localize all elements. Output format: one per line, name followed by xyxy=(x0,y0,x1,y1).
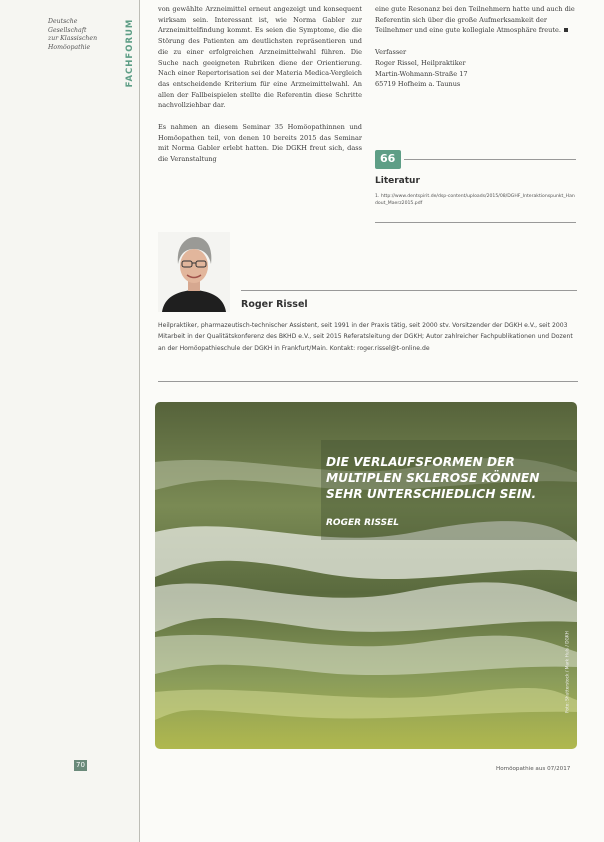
bio-divider xyxy=(158,381,578,382)
literature-item[interactable]: 1. http://www.dentspirit.de/dsp-content/uploads/2015/08/DGHF_Interaktionspunkt_Handout_Maerz2015.pdf xyxy=(375,194,575,207)
literature-bottom-divider xyxy=(375,222,576,223)
article-column-1 xyxy=(158,4,362,165)
article-column-2 xyxy=(375,4,575,90)
author-block-city: 65719 Hofheim a. Taunus xyxy=(375,80,461,89)
article-paragraph: von gewählte Arzneimittel erneut angezeigt und konsequent wirksam sein. Interessant ist, wie Norma Gabler zur Arzneimittelfindung kommt. Es seien die Symptome, die die Störung des Patienten am deutlichsten repräsentieren und die zu einer erfolgreichen Arzneimittelwahl führen. Die Suche nach geeigneten Rubriken diene der Orientierung. Nach einer Repertorisation sei der Materia Medica-Vergleich das entscheidende Kriterium für eine Arzneimittelwahl. An allen der Fallbeispielen stellte die Referentin diese Schritte nachvollziehbar dar. xyxy=(158,5,362,110)
end-of-article-mark xyxy=(564,28,568,32)
page-number: 70 xyxy=(74,760,87,771)
author-portrait-illustration xyxy=(158,232,230,312)
author-block-label: Verfasser xyxy=(375,48,407,57)
photo-credit xyxy=(563,602,573,742)
author-photo xyxy=(158,232,230,312)
article-paragraph-text: eine gute Resonanz bei den Teilnehmern hatte und auch die Referentin sich über die große Aufmerksamkeit der Teilnehmer und eine gute kollegiale Atmosphäre freute. xyxy=(375,5,575,35)
photo-credit-text: Foto: Shutterstock / Mark Huls / DGKH xyxy=(565,631,571,713)
logo-line: Homöopathie xyxy=(48,43,91,51)
section-label xyxy=(121,8,139,98)
footer-issue: Homöopathie aus 07/2017 xyxy=(496,766,571,772)
pull-quote-box xyxy=(155,402,577,749)
pull-quote-author: ROGER RISSEL xyxy=(326,518,399,528)
article-paragraph: Es nahmen an diesem Seminar 35 Homöopathinnen und Homöopathen teil, von denen 10 bereits 2015 das Seminar mit Norma Gabler erlebt hatten. Die DGKH freut sich, dass die Veranstaltung xyxy=(158,123,362,164)
section-label-text: FACHFORUM xyxy=(125,18,135,88)
logo-line: Deutsche xyxy=(48,18,78,25)
logo-line: zur Klassischen xyxy=(48,35,98,43)
sidebar xyxy=(0,0,139,842)
author-block-street: Martin-Wohmann-Straße 17 xyxy=(375,69,468,78)
logo-line: Gesellschaft xyxy=(48,26,87,34)
pull-quote-text: DIE VERLAUFSFORMEN DER MULTIPLEN SKLEROSE KÖNNEN SEHR UNTERSCHIEDLICH SEIN. xyxy=(326,455,540,501)
author-divider xyxy=(241,290,577,291)
literature-heading: Literatur xyxy=(375,176,420,186)
quote-marks-glyph: 66 xyxy=(380,152,396,165)
article-paragraph xyxy=(375,4,575,36)
quote-marks-icon xyxy=(375,150,401,169)
author-block-name: Roger Rissel, Heilpraktiker xyxy=(375,58,466,67)
author-bio: Heilpraktiker, pharmazeutisch-technischer Assistent, seit 1991 in der Praxis tätig, seit 2000 stv. Vorsitzender der DGKH e.V., seit 2003 Mitarbeit in der Qualitätskonferenz des BKHD e.V., seit 2015 Referatsleitung der DGKH; Autor zahlreicher Fachpublikationen und Dozent an der Homöopathieschule der DGKH in Frankfurt/Main. Kontakt: roger.rissel@t-online.de xyxy=(158,322,573,352)
dgkh-logo xyxy=(48,18,108,52)
sidebar-divider xyxy=(139,0,140,842)
literature-divider xyxy=(404,159,576,160)
author-name: Roger Rissel xyxy=(241,299,308,310)
